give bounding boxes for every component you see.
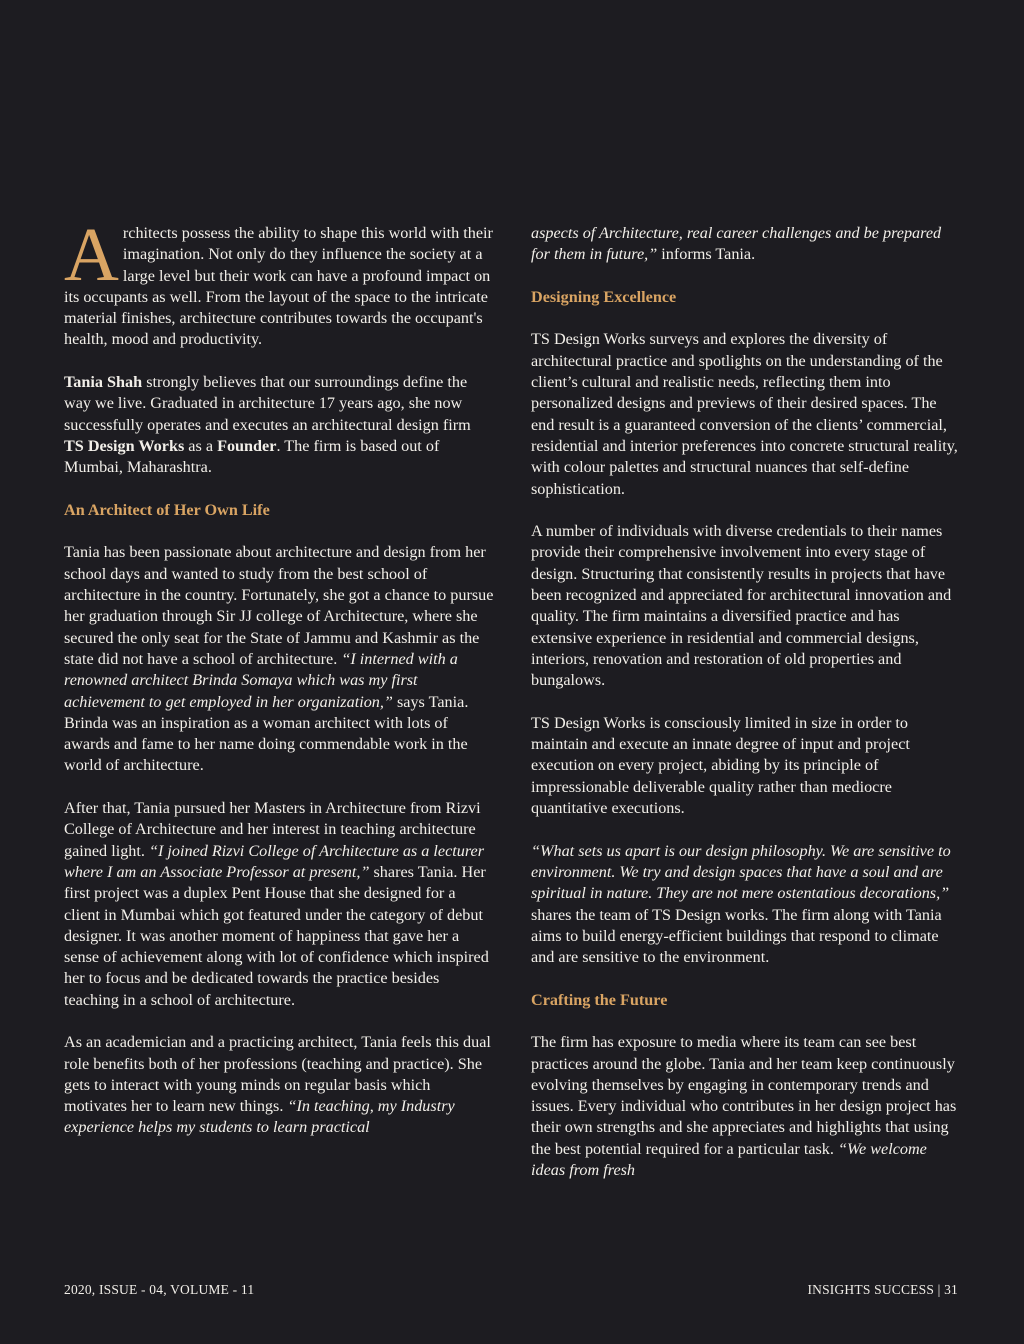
firm-size-paragraph: TS Design Works is consciously limited in size in order to maintain and execute an innate degree of input and project execution on every project, abiding by its principle of impressionable deliverable quality rather than mediocre quantitative executions.: [531, 713, 910, 818]
paragraph-text: says Tania. Brinda was an inspiration as a woman architect with lots of awards and fame to her name doing commendable work in the world of architecture.: [64, 692, 469, 775]
left-column: [64, 213, 494, 1160]
founder-name: Tania Shah: [64, 373, 143, 392]
paragraph-text: informs Tania.: [657, 245, 756, 264]
founder-paragraph: [64, 372, 494, 478]
section-heading-designing-excellence: Designing Excellence: [531, 287, 677, 306]
philosophy-paragraph: [531, 841, 963, 969]
intro-text: rchitects possess the ability to shape this world with their imagination. Not only do they influence the society at a large level but their work can have a profound impact on its occupants as well. From the layout of the space to the intricate material finishes, architecture contributes towards the occupant's health, mood and productivity.: [64, 224, 493, 349]
teaching-paragraph: [64, 798, 494, 1011]
section-heading-crafting-future: Crafting the Future: [531, 990, 668, 1009]
paragraph-text: strongly believes that our surroundings define the way we live. Graduated in architecture 17 years ago, she now successfully operates and executes an architectural design firm: [64, 373, 471, 434]
paragraph-text: . The firm is based out of Mumbai, Maharashtra.: [64, 436, 440, 477]
education-paragraph: [64, 542, 494, 776]
intro-paragraph: [64, 213, 494, 351]
paragraph-text: After that, Tania pursued her Masters in Architecture from Rizvi College of Architecture and her interest in teaching architecture gained light.: [64, 799, 481, 860]
section-heading-architect-life: An Architect of Her Own Life: [64, 500, 270, 519]
quote: “We welcome ideas from fresh: [531, 1139, 927, 1180]
continued-quote-paragraph: [531, 223, 963, 266]
paragraph-text: shares the team of TS Design works. The firm along with Tania aims to build energy-efficient buildings that respond to climate and are sensitive to the environment.: [531, 905, 942, 967]
right-column: [531, 223, 963, 1203]
quote: “I joined Rizvi College of Architecture as a lecturer where I am an Associate Professor at present,”: [64, 841, 485, 881]
quote: aspects of Architecture, real career challenges and be prepared for them in future,”: [531, 224, 942, 264]
firm-overview-paragraph: TS Design Works surveys and explores the diversity of architectural practice and spotlights on the understanding of the client’s cultural and realistic needs, reflecting them into personalized designs and previews of their desired spaces. The end result is a guaranteed conversion of the clients’ commercial, residential and interior preferences into concrete structural reality, with colour palettes and structural nuances that self-define sophistication.: [531, 330, 958, 498]
paragraph-text: shares Tania. Her first project was a duplex Pent House that she designed for a client in Mumbai which got featured under the category of debut designer. It was another moment of happiness that gave her a sense of achievement along with lot of confidence which inspired her to focus and be dedicated towards the practice besides teaching in a school of architecture.: [64, 862, 489, 1009]
footer-issue-info: 2020, ISSUE - 04, VOLUME - 11: [64, 1282, 255, 1297]
quote: “In teaching, my Industry experience helps my students to learn practical: [64, 1097, 455, 1137]
footer-page-number: INSIGHTS SUCCESS | 31: [807, 1282, 958, 1297]
paragraph-text: Tania has been passionate about architecture and design from her school days and wanted to study from the best school of architecture in the country. Fortunately, she got a chance to pursue her graduation through Sir JJ college of Architecture, where she secured the only seat for the State of Jammu and Kashmir as the state did not have a school of architecture.: [64, 543, 494, 668]
firm-name: TS Design Works: [64, 436, 185, 455]
quote: “I interned with a renowned architect Brinda Somaya which was my first achievement to get employed in her organization,”: [64, 649, 458, 711]
paragraph-text: as a: [184, 436, 218, 455]
quote: “What sets us apart is our design philosophy. We are sensitive to environment. We try and design spaces that have a soul and are spiritual in nature. They are not mere ostentatious decorations,”: [531, 841, 951, 903]
founder-role: Founder: [217, 436, 277, 455]
dual-role-paragraph: [64, 1032, 494, 1138]
future-paragraph: [531, 1032, 963, 1181]
paragraph-text: As an academician and a practicing architect, Tania feels this dual role benefits both of her professions (teaching and practice). She gets to interact with young minds on regular basis which motivates her to learn new things.: [64, 1033, 491, 1116]
paragraph-text: The firm has exposure to media where its team can see best practices around the globe. Tania and her team keep continuously evolving themselves by engaging in contemporary trends and issues. Every individual who contributes in her design project has their own strengths and she appreciates and highlights that using the best potential required for a particular task.: [531, 1033, 957, 1158]
drop-cap: A: [64, 213, 119, 297]
team-paragraph: A number of individuals with diverse credentials to their names provide their comprehensive involvement into every stage of design. Structuring that consistently results in projects that have been recognized and appreciated for architectural innovation and quality. The firm maintains a diversified practice and has extensive experience in residential and commercial designs, interiors, renovation and restoration of old properties and bungalows.: [531, 522, 952, 690]
